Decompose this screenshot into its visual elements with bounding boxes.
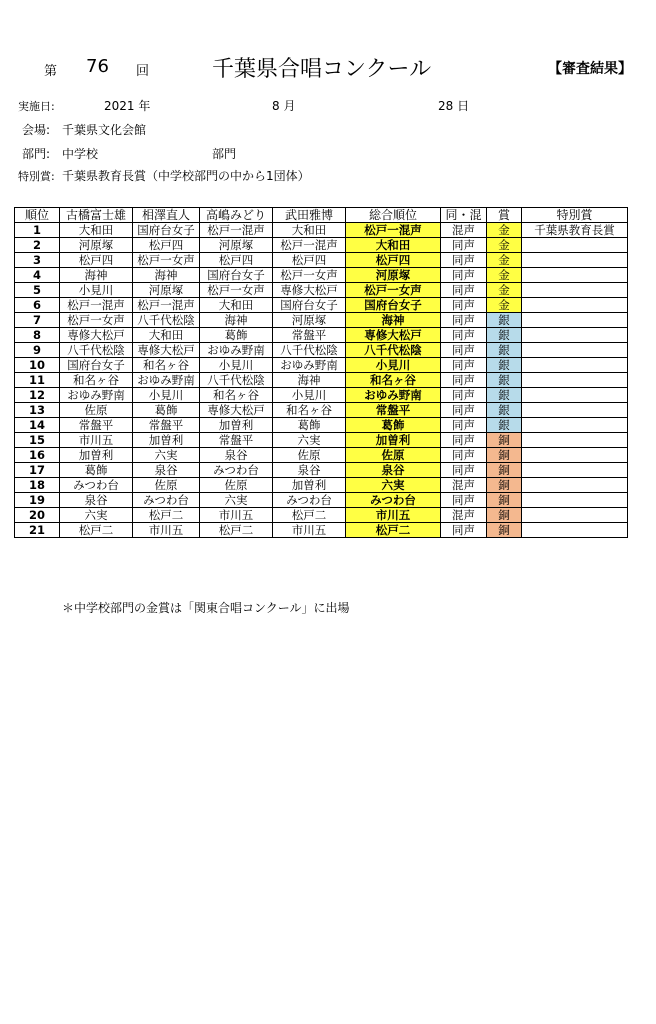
judge3-cell: 海神 (200, 313, 273, 328)
judge1-cell: 六実 (60, 508, 133, 523)
judge1-cell: 大和田 (60, 223, 133, 238)
overall-cell: 松戸二 (346, 523, 441, 538)
type-cell: 同声 (441, 373, 487, 388)
type-cell: 同声 (441, 493, 487, 508)
table-row (15, 313, 628, 328)
table-row (15, 433, 628, 448)
rank-cell: 16 (15, 448, 60, 463)
overall-cell: 六実 (346, 478, 441, 493)
overall-cell: 葛飾 (346, 418, 441, 433)
judge2-cell: 常盤平 (133, 418, 200, 433)
judge3-cell: 葛飾 (200, 328, 273, 343)
results-table (14, 207, 628, 538)
judge1-cell: おゆみ野南 (60, 388, 133, 403)
award-cell: 銅 (487, 523, 522, 538)
rank-cell: 18 (15, 478, 60, 493)
judge1-cell: 松戸四 (60, 253, 133, 268)
type-cell: 同声 (441, 388, 487, 403)
judge4-cell: 松戸一女声 (273, 268, 346, 283)
judge4-cell: 市川五 (273, 523, 346, 538)
overall-cell: 佐原 (346, 448, 441, 463)
special-cell (522, 448, 628, 463)
overall-cell: 小見川 (346, 358, 441, 373)
overall-cell: 松戸四 (346, 253, 441, 268)
rank-cell: 13 (15, 403, 60, 418)
judge3-cell: 松戸四 (200, 253, 273, 268)
judge2-cell: 海神 (133, 268, 200, 283)
judge2-cell: 市川五 (133, 523, 200, 538)
special-label: 特別賞: (18, 170, 55, 183)
rank-cell: 17 (15, 463, 60, 478)
edition-number: 76 (86, 56, 109, 77)
special-cell: 千葉県教育長賞 (522, 223, 628, 238)
award-cell: 金 (487, 268, 522, 283)
overall-cell: 八千代松陰 (346, 343, 441, 358)
type-cell: 同声 (441, 433, 487, 448)
table-row (15, 418, 628, 433)
judge1-cell: 泉谷 (60, 493, 133, 508)
judge2-cell: 松戸一混声 (133, 298, 200, 313)
col-header-judge2: 相澤直人 (133, 208, 200, 223)
division-label: 部門: (22, 147, 51, 161)
judge1-cell: 河原塚 (60, 238, 133, 253)
type-cell: 同声 (441, 253, 487, 268)
type-cell: 同声 (441, 328, 487, 343)
type-cell: 同声 (441, 418, 487, 433)
special-cell (522, 343, 628, 358)
judge1-cell: 市川五 (60, 433, 133, 448)
rank-cell: 2 (15, 238, 60, 253)
judge3-cell: 松戸一女声 (200, 283, 273, 298)
overall-cell: 大和田 (346, 238, 441, 253)
award-cell: 銀 (487, 388, 522, 403)
judge3-cell: 小見川 (200, 358, 273, 373)
date-label: 実施日: (18, 100, 55, 113)
table-row (15, 493, 628, 508)
table-row (15, 403, 628, 418)
judge2-cell: 佐原 (133, 478, 200, 493)
judge3-cell: 国府台女子 (200, 268, 273, 283)
type-cell: 同声 (441, 283, 487, 298)
table-header-row (15, 208, 628, 223)
judge3-cell: 専修大松戸 (200, 403, 273, 418)
award-cell: 銀 (487, 313, 522, 328)
table-row (15, 358, 628, 373)
col-header-special: 特別賞 (522, 208, 628, 223)
col-header-overall: 総合順位 (346, 208, 441, 223)
rank-cell: 21 (15, 523, 60, 538)
award-cell: 銀 (487, 358, 522, 373)
judge4-cell: 泉谷 (273, 463, 346, 478)
rank-cell: 9 (15, 343, 60, 358)
type-cell: 同声 (441, 238, 487, 253)
overall-cell: 松戸一混声 (346, 223, 441, 238)
overall-cell: 泉谷 (346, 463, 441, 478)
judge2-cell: おゆみ野南 (133, 373, 200, 388)
judge3-cell: 大和田 (200, 298, 273, 313)
col-header-rank: 順位 (15, 208, 60, 223)
judge4-cell: 海神 (273, 373, 346, 388)
judge4-cell: 国府台女子 (273, 298, 346, 313)
special-cell (522, 478, 628, 493)
special-value: 千葉県教育長賞（中学校部門の中から1団体） (62, 169, 310, 183)
overall-cell: 国府台女子 (346, 298, 441, 313)
judge4-cell: 常盤平 (273, 328, 346, 343)
special-cell (522, 388, 628, 403)
judge4-cell: 六実 (273, 433, 346, 448)
special-cell (522, 238, 628, 253)
judge4-cell: 加曽利 (273, 478, 346, 493)
judge2-cell: 小見川 (133, 388, 200, 403)
judge4-cell: 松戸四 (273, 253, 346, 268)
overall-cell: 加曽利 (346, 433, 441, 448)
judge2-cell: 和名ヶ谷 (133, 358, 200, 373)
judge3-cell: みつわ台 (200, 463, 273, 478)
judge2-cell: 河原塚 (133, 283, 200, 298)
table-row (15, 373, 628, 388)
judge1-cell: 加曽利 (60, 448, 133, 463)
table-row (15, 508, 628, 523)
award-cell: 金 (487, 253, 522, 268)
special-cell (522, 493, 628, 508)
judge1-cell: 葛飾 (60, 463, 133, 478)
special-cell (522, 268, 628, 283)
table-row (15, 388, 628, 403)
type-cell: 同声 (441, 463, 487, 478)
overall-cell: 松戸一女声 (346, 283, 441, 298)
award-cell: 銀 (487, 418, 522, 433)
judge2-cell: 松戸一女声 (133, 253, 200, 268)
award-cell: 金 (487, 223, 522, 238)
table-row (15, 223, 628, 238)
judge1-cell: 海神 (60, 268, 133, 283)
judge1-cell: 小見川 (60, 283, 133, 298)
col-header-judge3: 高嶋みどり (200, 208, 273, 223)
type-cell: 同声 (441, 403, 487, 418)
rank-cell: 12 (15, 388, 60, 403)
special-cell (522, 328, 628, 343)
judge1-cell: 和名ヶ谷 (60, 373, 133, 388)
judge3-cell: 泉谷 (200, 448, 273, 463)
award-cell: 銅 (487, 478, 522, 493)
overall-cell: 海神 (346, 313, 441, 328)
award-cell: 銅 (487, 448, 522, 463)
judge1-cell: 常盤平 (60, 418, 133, 433)
special-cell (522, 523, 628, 538)
table-row (15, 343, 628, 358)
title-suffix: 回 (136, 64, 150, 79)
judge2-cell: 専修大松戸 (133, 343, 200, 358)
rank-cell: 6 (15, 298, 60, 313)
table-row (15, 463, 628, 478)
col-header-judge4: 武田雅博 (273, 208, 346, 223)
division-suffix: 部門 (212, 147, 237, 161)
overall-cell: 市川五 (346, 508, 441, 523)
judge3-cell: 松戸二 (200, 523, 273, 538)
judge1-cell: 松戸一女声 (60, 313, 133, 328)
type-cell: 同声 (441, 343, 487, 358)
judge4-cell: 葛飾 (273, 418, 346, 433)
footnote: ＊中学校部門の金賞は「関東合唱コンクール」に出場 (62, 601, 350, 615)
rank-cell: 4 (15, 268, 60, 283)
judge4-cell: 松戸一混声 (273, 238, 346, 253)
judge2-cell: 国府台女子 (133, 223, 200, 238)
table-row (15, 238, 628, 253)
rank-cell: 8 (15, 328, 60, 343)
division-value: 中学校 (62, 147, 99, 161)
result-label: 【審査結果】 (548, 61, 632, 77)
judge4-cell: 和名ヶ谷 (273, 403, 346, 418)
special-cell (522, 433, 628, 448)
overall-cell: みつわ台 (346, 493, 441, 508)
overall-cell: 河原塚 (346, 268, 441, 283)
rank-cell: 20 (15, 508, 60, 523)
type-cell: 同声 (441, 298, 487, 313)
judge3-cell: 和名ヶ谷 (200, 388, 273, 403)
judge4-cell: 八千代松陰 (273, 343, 346, 358)
rank-cell: 11 (15, 373, 60, 388)
results-body (15, 223, 628, 538)
judge3-cell: 常盤平 (200, 433, 273, 448)
special-cell (522, 403, 628, 418)
page-title: 千葉県合唱コンクール (212, 57, 432, 82)
rank-cell: 10 (15, 358, 60, 373)
judge1-cell: みつわ台 (60, 478, 133, 493)
judge3-cell: おゆみ野南 (200, 343, 273, 358)
judge3-cell: 六実 (200, 493, 273, 508)
award-cell: 金 (487, 283, 522, 298)
special-cell (522, 508, 628, 523)
judge4-cell: おゆみ野南 (273, 358, 346, 373)
venue-label: 会場: (22, 123, 51, 137)
special-cell (522, 358, 628, 373)
award-cell: 金 (487, 298, 522, 313)
table-row (15, 253, 628, 268)
rank-cell: 5 (15, 283, 60, 298)
date-day: 28 日 (438, 99, 470, 113)
award-cell: 銅 (487, 463, 522, 478)
rank-cell: 7 (15, 313, 60, 328)
type-cell: 混声 (441, 478, 487, 493)
overall-cell: 専修大松戸 (346, 328, 441, 343)
judge2-cell: みつわ台 (133, 493, 200, 508)
special-cell (522, 313, 628, 328)
judge2-cell: 松戸四 (133, 238, 200, 253)
table-row (15, 298, 628, 313)
overall-cell: 常盤平 (346, 403, 441, 418)
judge4-cell: 松戸二 (273, 508, 346, 523)
rank-cell: 3 (15, 253, 60, 268)
col-header-award: 賞 (487, 208, 522, 223)
col-header-type: 同・混 (441, 208, 487, 223)
table-row (15, 478, 628, 493)
special-cell (522, 373, 628, 388)
judge3-cell: 河原塚 (200, 238, 273, 253)
table-row (15, 268, 628, 283)
judge1-cell: 松戸二 (60, 523, 133, 538)
judge3-cell: 佐原 (200, 478, 273, 493)
date-month: 8 月 (272, 99, 296, 113)
judge1-cell: 国府台女子 (60, 358, 133, 373)
judge4-cell: 佐原 (273, 448, 346, 463)
award-cell: 金 (487, 238, 522, 253)
special-cell (522, 283, 628, 298)
special-cell (522, 463, 628, 478)
overall-cell: 和名ヶ谷 (346, 373, 441, 388)
award-cell: 銅 (487, 433, 522, 448)
table-row (15, 448, 628, 463)
judge1-cell: 八千代松陰 (60, 343, 133, 358)
award-cell: 銀 (487, 343, 522, 358)
overall-cell: おゆみ野南 (346, 388, 441, 403)
rank-cell: 14 (15, 418, 60, 433)
rank-cell: 1 (15, 223, 60, 238)
judge2-cell: 松戸二 (133, 508, 200, 523)
type-cell: 混声 (441, 223, 487, 238)
type-cell: 同声 (441, 313, 487, 328)
table-row (15, 523, 628, 538)
judge2-cell: 泉谷 (133, 463, 200, 478)
award-cell: 銀 (487, 403, 522, 418)
judge4-cell: 河原塚 (273, 313, 346, 328)
rank-cell: 19 (15, 493, 60, 508)
judge4-cell: みつわ台 (273, 493, 346, 508)
special-cell (522, 418, 628, 433)
judge3-cell: 松戸一混声 (200, 223, 273, 238)
award-cell: 銀 (487, 328, 522, 343)
judge1-cell: 松戸一混声 (60, 298, 133, 313)
table-row (15, 283, 628, 298)
award-cell: 銅 (487, 493, 522, 508)
special-cell (522, 253, 628, 268)
judge2-cell: 八千代松陰 (133, 313, 200, 328)
type-cell: 同声 (441, 523, 487, 538)
judge3-cell: 加曽利 (200, 418, 273, 433)
judge4-cell: 小見川 (273, 388, 346, 403)
judge4-cell: 専修大松戸 (273, 283, 346, 298)
type-cell: 同声 (441, 448, 487, 463)
judge2-cell: 大和田 (133, 328, 200, 343)
judge3-cell: 市川五 (200, 508, 273, 523)
judge1-cell: 佐原 (60, 403, 133, 418)
type-cell: 混声 (441, 508, 487, 523)
special-cell (522, 298, 628, 313)
type-cell: 同声 (441, 358, 487, 373)
venue-value: 千葉県文化会館 (62, 123, 147, 137)
award-cell: 銀 (487, 373, 522, 388)
date-year: 2021 年 (104, 99, 151, 113)
judge2-cell: 六実 (133, 448, 200, 463)
col-header-judge1: 古橋富士雄 (60, 208, 133, 223)
rank-cell: 15 (15, 433, 60, 448)
judge1-cell: 専修大松戸 (60, 328, 133, 343)
judge4-cell: 大和田 (273, 223, 346, 238)
title-prefix: 第 (44, 64, 58, 79)
table-row (15, 328, 628, 343)
judge2-cell: 葛飾 (133, 403, 200, 418)
type-cell: 同声 (441, 268, 487, 283)
judge3-cell: 八千代松陰 (200, 373, 273, 388)
judge2-cell: 加曽利 (133, 433, 200, 448)
award-cell: 銅 (487, 508, 522, 523)
